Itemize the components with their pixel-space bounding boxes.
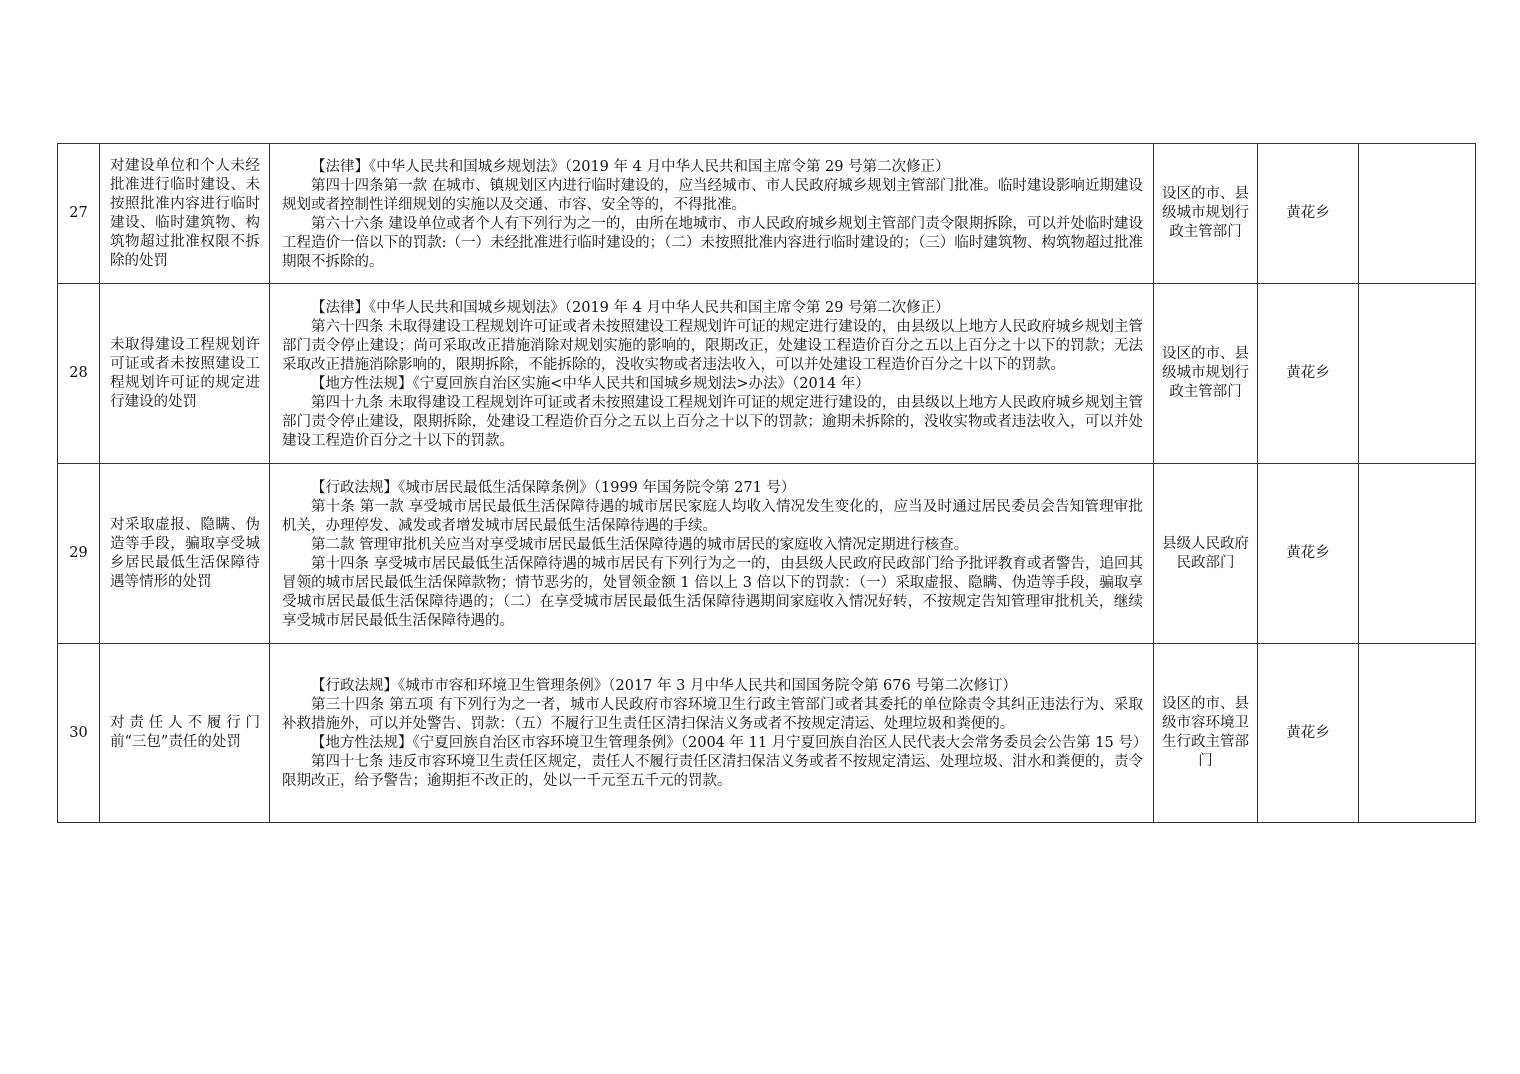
basis-paragraph: 【地方性法规】《宁夏回族自治区实施<中华人民共和国城乡规划法>办法》（2014 年） [311,375,870,392]
responsible-department: 县级人民政府民政部门 [1154,464,1258,644]
basis-paragraph: 【地方性法规】《宁夏回族自治区市容环境卫生管理条例》（2004 年 11 月宁夏回族自治区人民代表大会常务委员会公告第 15 号） [311,735,1148,751]
responsible-department: 设区的市、县级城市规划行政主管部门 [1154,284,1258,464]
legal-basis [270,644,1154,823]
item-name: 未取得建设工程规划许可证或者未按照建设工程规划许可证的规定进行建设的处罚 [100,284,270,464]
basis-paragraph: 第四十七条 违反市容环境卫生责任区规定，责任人不履行责任区清扫保洁义务或者不按规定清运、处理垃圾、泔水和粪便的，责令限期改正，给予警告；逾期拒不改正的，处以一千元至五千元的罚款。 [282,754,1143,789]
legal-basis [270,464,1154,644]
table-row [58,644,1476,823]
basis-paragraph: 【法律】《中华人民共和国城乡规划法》（2019 年 4 月中华人民共和国主席令第 29 号第二次修正） [311,299,950,316]
row-number: 28 [58,284,100,464]
basis-paragraph: 第十条 第一款 享受城市居民最低生活保障待遇的城市居民家庭人均收入情况发生变化的，应当及时通过居民委员会告知管理审批机关，办理停发、减发或者增发城市居民最低生活保障待遇的手续。 [282,498,1143,534]
legal-basis [270,284,1154,464]
basis-paragraph: 第六十六条 建设单位或者个人有下列行为之一的，由所在地城市、市人民政府城乡规划主管部门责令限期拆除，可以并处临时建设工程造价一倍以下的罚款:（一）未经批准进行临时建设的；（二）未按照批准内容进行临时建设的；（三）临时建筑物、构筑物超过批准期限不拆除的。 [282,215,1143,270]
responsible-department: 设区的市、县级城市规划行政主管部门 [1154,144,1258,284]
penalty-table [57,143,1476,823]
basis-paragraph: 【行政法规】《城市市容和环境卫生管理条例》（2017 年 3 月中华人民共和国国务院令第 676 号第二次修订） [311,678,1017,694]
basis-paragraph: 第十四条 享受城市居民最低生活保障待遇的城市居民有下列行为之一的，由县级人民政府民政部门给予批评教育或者警告，追回其冒领的城市居民最低生活保障款物；情节恶劣的，处冒领金额 1 倍以上 3 倍以下的罚款：（一）采取虚报、隐瞒、伪造等手段，骗取享受城市居民最低生活保障待遇的；（二）在享受城市居民最低生活保障待遇期间家庭收入情况好转，不按规定告知管理审批机关，继续享受城市居民最低生活保障待遇的。 [282,555,1143,629]
basis-paragraph: 【行政法规】《城市居民最低生活保障条例》（1999 年国务院令第 271 号） [311,479,796,496]
implementing-unit: 黄花乡 [1258,464,1359,644]
legal-basis [270,144,1154,284]
note-cell [1359,464,1476,644]
table-row [58,284,1476,464]
row-number: 30 [58,644,100,823]
note-cell [1359,144,1476,284]
basis-paragraph: 第四十四条第一款 在城市、镇规划区内进行临时建设的，应当经城市、市人民政府城乡规划主管部门批准。临时建设影响近期建设规划或者控制性详细规划的实施以及交通、市容、安全等的，不得批准。 [282,177,1143,213]
basis-paragraph: 【法律】《中华人民共和国城乡规划法》（2019 年 4 月中华人民共和国主席令第 29 号第二次修正） [311,158,950,175]
basis-paragraph: 第六十四条 未取得建设工程规划许可证或者未按照建设工程规划许可证的规定进行建设的，由县级以上地方人民政府城乡规划主管部门责令停止建设；尚可采取改正措施消除对规划实施的影响的，限期改正，处建设工程造价百分之五以上百分之十以下的罚款；无法采取改正措施消除影响的，限期拆除，不能拆除的，没收实物或者违法收入，可以并处建设工程造价百分之十以下的罚款。 [282,318,1143,373]
basis-paragraph: 第三十四条 第五项 有下列行为之一者，城市人民政府市容环境卫生行政主管部门或者其委托的单位除责令其纠正违法行为、采取补救措施外，可以并处警告、罚款：（五）不履行卫生责任区清扫保洁义务或者不按规定清运、处理垃圾和粪便的。 [282,697,1143,732]
basis-paragraph: 第四十九条 未取得建设工程规划许可证或者未按照建设工程规划许可证的规定进行建设的，由县级以上地方人民政府城乡规划主管部门责令停止建设，限期拆除，处建设工程造价百分之五以上百分之十以下的罚款；逾期未拆除的，没收实物或者违法收入，可以并处建设工程造价百分之十以下的罚款。 [282,394,1143,449]
responsible-department: 设区的市、县级市容环境卫生行政主管部门 [1154,644,1258,823]
basis-paragraph: 第二款 管理审批机关应当对享受城市居民最低生活保障待遇的城市居民的家庭收入情况定期进行核查。 [311,536,969,553]
table-row [58,144,1476,284]
item-name: 对建设单位和个人未经批准进行临时建设、未按照批准内容进行临时建设、临时建筑物、构筑物超过批准权限不拆除的处罚 [100,144,270,284]
implementing-unit: 黄花乡 [1258,284,1359,464]
row-number: 29 [58,464,100,644]
note-cell [1359,644,1476,823]
table-row [58,464,1476,644]
note-cell [1359,284,1476,464]
item-name: 对责任人不履行门前“三包”责任的处罚 [100,644,270,823]
item-name: 对采取虚报、隐瞒、伪造等手段，骗取享受城乡居民最低生活保障待遇等情形的处罚 [100,464,270,644]
implementing-unit: 黄花乡 [1258,144,1359,284]
row-number: 27 [58,144,100,284]
implementing-unit: 黄花乡 [1258,644,1359,823]
